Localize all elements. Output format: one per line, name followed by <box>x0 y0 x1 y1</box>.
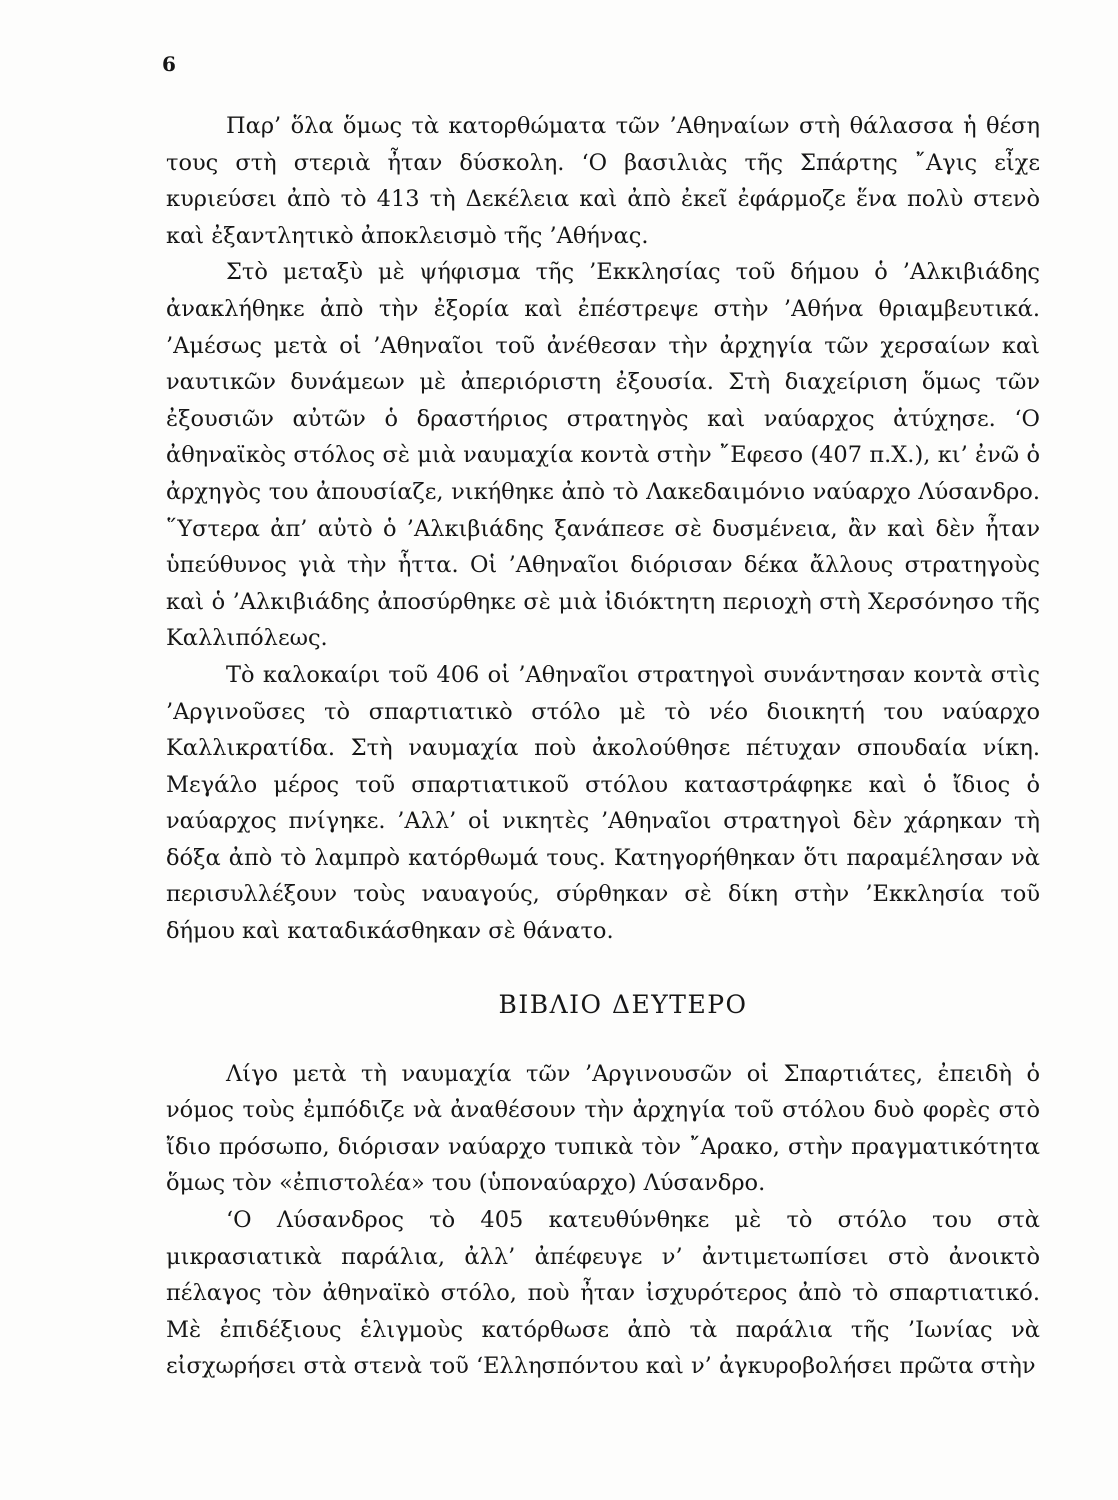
paragraph: Λίγο μετὰ τὴ ναυμαχία τῶν ’Αργινουσῶν οἱ Σπαρτιάτες, ἐπειδὴ ὁ νόμος τοὺς ἐμπόδιζε νὰ ἀναθέσουν τὴν ἀρχηγία τοῦ στόλου δυὸ φορὲς στὸ ἴδιο πρόσωπο, διόρισαν ναύαρχο τυπικὰ τὸν ῎Αρακο, στὴν πραγματικότητα ὅμως τὸν «ἐπιστολέα» του (ὑποναύαρχο) Λύσανδρο. <box>166 1060 1040 1197</box>
paragraph: ‘Ο Λύσανδρος τὸ 405 κατευθύνθηκε μὲ τὸ στόλο του στὰ μικρασιατικὰ παράλια, ἀλλ’ ἀπέφευγε ν’ ἀντιμετωπίσει στὸ ἀνοικτὸ πέλαγος τὸν ἀθηναϊκὸ στόλο, ποὺ ἦταν ἰσχυρότερος ἀπὸ τὸ σπαρτιατικό. Μὲ ἐπιδέξιους ἑλιγμοὺς κατόρθωσε ἀπὸ τὰ παράλια τῆς ’Ιωνίας νὰ εἰσχωρήσει στὰ στενὰ τοῦ ‘Ελλησπόντου καὶ ν’ ἀγκυροβολήσει πρῶτα στὴν <box>166 1207 1040 1380</box>
body-text <box>166 108 1040 1385</box>
chapter-heading: ΒΙΒΛΙΟ ΔΕΥΤΕΡΟ <box>498 989 748 1019</box>
paragraph: Παρ’ ὅλα ὅμως τὰ κατορθώματα τῶν ’Αθηναίων στὴ θάλασσα ἡ θέση τους στὴ στεριὰ ἦταν δύσκολη. ‘Ο βασιλιὰς τῆς Σπάρτης ῎Αγις εἶχε κυριεύσει ἀπὸ τὸ 413 τὴ Δεκέλεια καὶ ἀπὸ ἐκεῖ ἐφάρμοζε ἕνα πολὺ στενὸ καὶ ἐξαντλητικὸ ἀποκλεισμὸ τῆς ’Αθήνας. <box>166 113 1040 249</box>
chapter-heading-row <box>166 990 1040 1020</box>
paragraph: Τὸ καλοκαίρι τοῦ 406 οἱ ’Αθηναῖοι στρατηγοὶ συνάντησαν κοντὰ στὶς ’Αργινοῦσες τὸ σπαρτιατικὸ στόλο μὲ τὸ νέο διοικητή του ναύαρχο Καλλικρατίδα. Στὴ ναυμαχία ποὺ ἀκολούθησε πέτυχαν σπουδαία νίκη. Μεγάλο μέρος τοῦ σπαρτιατικοῦ στόλου καταστράφηκε καὶ ὁ ἴδιος ὁ ναύαρχος πνίγηκε. ’Αλλ’ οἱ νικητὲς ’Αθηναῖοι στρατηγοὶ δὲν χάρηκαν τὴ δόξα ἀπὸ τὸ λαμπρὸ κατόρθωμά τους. Κατηγορήθηκαν ὅτι παραμέλησαν νὰ περισυλλέξουν τοὺς ναυαγούς, σύρθηκαν σὲ δίκη στὴν ’Εκκλησία τοῦ δήμου καὶ καταδικάσθηκαν σὲ θάνατο. <box>166 661 1040 945</box>
page-number: 6 <box>162 52 176 76</box>
paragraph: Στὸ μεταξὺ μὲ ψήφισμα τῆς ’Εκκλησίας τοῦ δήμου ὁ ’Αλκιβιάδης ἀνακλήθηκε ἀπὸ τὴν ἐξορία καὶ ἐπέστρεψε στὴν ’Αθήνα θριαμβευτικά. ’Αμέσως μετὰ οἱ ’Αθηναῖοι τοῦ ἀνέθεσαν τὴν ἀρχηγία τῶν χερσαίων καὶ ναυτικῶν δυνάμεων μὲ ἀπεριόριστη ἐξουσία. Στὴ διαχείριση ὅμως τῶν ἐξουσιῶν αὐτῶν ὁ δραστήριος στρατηγὸς καὶ ναύαρχος ἀτύχησε. ‘Ο ἀθηναϊκὸς στόλος σὲ μιὰ ναυμαχία κοντὰ στὴν ῎Εφεσο (407 π.Χ.), κι’ ἐνῶ ὁ ἀρχηγὸς του ἀπουσίαζε, νικήθηκε ἀπὸ τὸ Λακεδαιμόνιο ναύαρχο Λύσανδρο. ῞Υστερα ἀπ’ αὐτὸ ὁ ’Αλκιβιάδης ξανάπεσε σὲ δυσμένεια, ἂν καὶ δὲν ἦταν ὑπεύθυνος γιὰ τὴν ἧττα. Οἱ ’Αθηναῖοι διόρισαν δέκα ἄλλους στρατηγοὺς καὶ ὁ ’Αλκιβιάδης ἀποσύρθηκε σὲ μιὰ ἰδιόκτητη περιοχὴ στὴ Χερσόνησο τῆς Καλλιπόλεως. <box>166 259 1040 652</box>
